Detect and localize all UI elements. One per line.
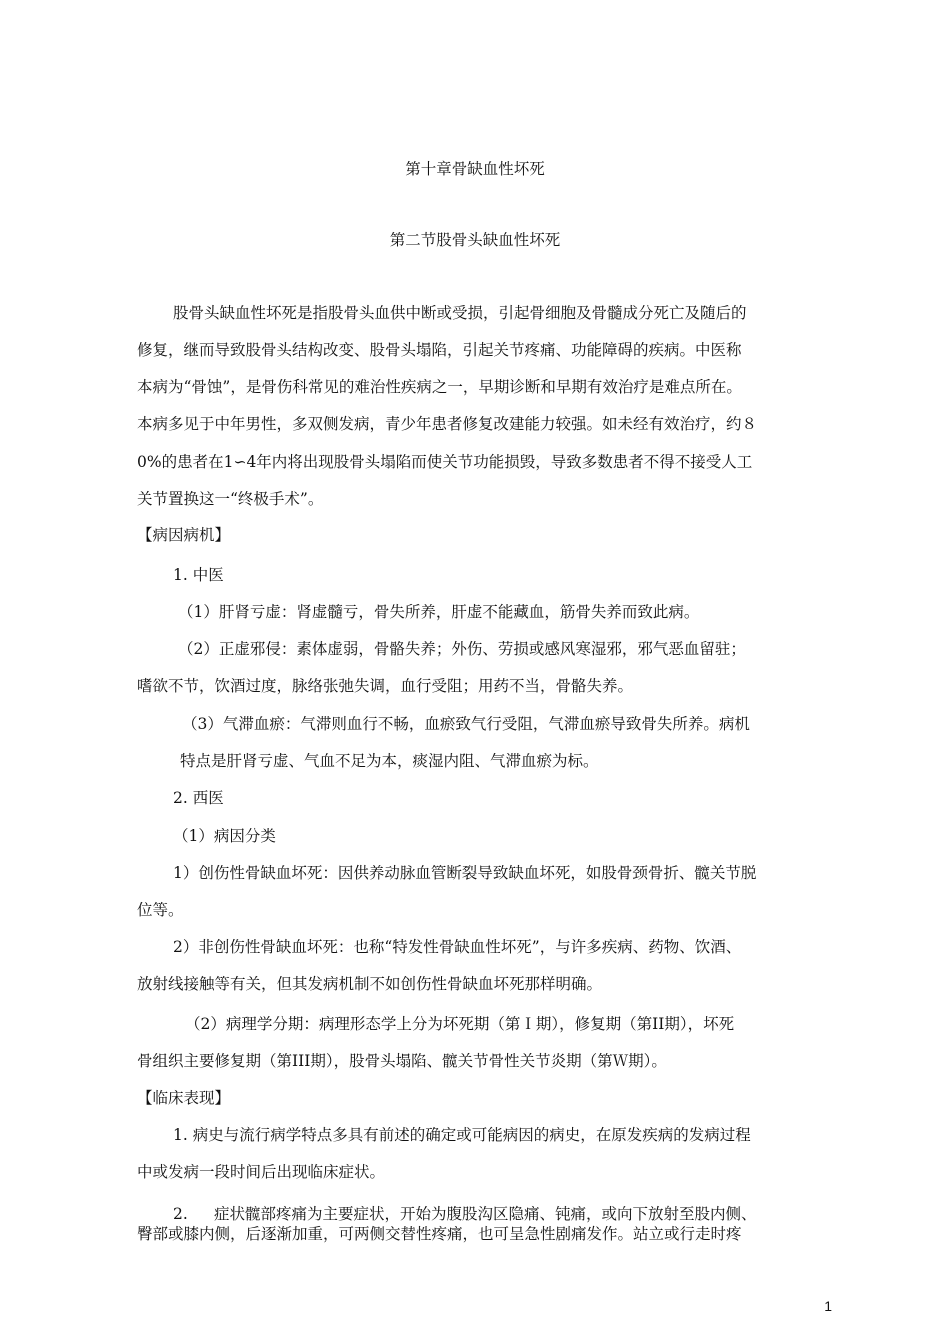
intro-line: 0%的患者在1∽4年内将出现股骨头塌陷而使关节功能损毁，导致多数患者不得不接受人工 [137,453,753,471]
clinical-item-1: 1. 病史与流行病学特点多具有前述的确定或可能病因的病史，在原发疾病的发病过程 [173,1126,751,1144]
tcm-item-3: （3）气滞血瘀：气滞则血行不畅，血瘀致气行受阻，气滞血瘀导致骨失所养。病机 [182,715,750,733]
intro-line: 修复，继而导致股骨头结构改变、股骨头塌陷，引起关节疼痛、功能障碍的疾病。中医称 [137,341,742,359]
wm-item-1: 1）创伤性骨缺血坏死：因供养动脉血管断裂导致缺血坏死，如股骨颈骨折、髋关节脱 [173,864,757,882]
intro-line: 本病为“骨蚀”，是骨伤科常见的难治性疾病之一，早期诊断和早期有效治疗是难点所在。 [137,378,742,396]
wm-item-1-cont: 位等。 [137,901,184,919]
section-title: 第二节股骨头缺血性坏死 [389,231,561,249]
intro-line: 关节置换这一“终极手术”。 [137,490,324,508]
intro-line: 本病多见于中年男性，多双侧发病，青少年患者修复改建能力较强。如未经有效治疗，约８ [137,415,758,433]
clinical-item-2-number: 2. [173,1205,188,1223]
wm-label: 2. 西医 [173,789,224,807]
tcm-item-2-cont: 嗜欲不节，饮酒过度，脉络张弛失调，血行受阻；用药不当，骨骼失养。 [137,677,634,695]
heading-etiology: 【病因病机】 [137,526,231,544]
wm-item-2-cont: 放射线接触等有关，但其发病机制不如创伤性骨缺血坏死那样明确。 [137,975,603,993]
page-number: 1 [824,1298,832,1314]
clinical-item-1-cont: 中或发病一段时间后出现临床症状。 [137,1163,386,1181]
tcm-item-1: （1）肝肾亏虚：肾虚髓亏，骨失所养，肝虚不能藏血，筋骨失养而致此病。 [178,603,700,621]
clinical-item-2-cont: 臀部或膝内侧，后逐渐加重，可两侧交替性疼痛，也可呈急性剧痛发作。站立或行走时疼 [137,1225,742,1243]
tcm-label: 1. 中医 [173,566,224,584]
tcm-item-3-cont: 特点是肝肾亏虚、气血不足为本，痰湿内阻、气滞血瘀为标。 [180,752,599,770]
wm-cause-label: （1）病因分类 [173,827,276,845]
chapter-title: 第十章骨缺血性坏死 [405,160,545,178]
wm-item-2: 2）非创伤性骨缺血坏死：也称“特发性骨缺血性坏死”，与许多疾病、药物、饮酒、 [173,938,742,956]
heading-clinical: 【临床表现】 [137,1089,231,1107]
wm-stage-cont: 骨组织主要修复期（第III期），股骨头塌陷、髋关节骨性关节炎期（第Ｗ期）。 [137,1052,667,1070]
clinical-item-2: 症状髋部疼痛为主要症状，开始为腹股沟区隐痛、钝痛，或向下放射至股内侧、 [214,1205,757,1223]
intro-line: 股骨头缺血性坏死是指股骨头血供中断或受损，引起骨细胞及骨髓成分死亡及随后的 [173,304,747,322]
wm-stage: （2）病理学分期：病理形态学上分为坏死期（第Ｉ期），修复期（第II期），坏死 [185,1015,735,1033]
tcm-item-2: （2）正虚邪侵：素体虚弱，骨骼失养；外伤、劳损或感风寒湿邪，邪气恶血留驻； [178,640,746,658]
